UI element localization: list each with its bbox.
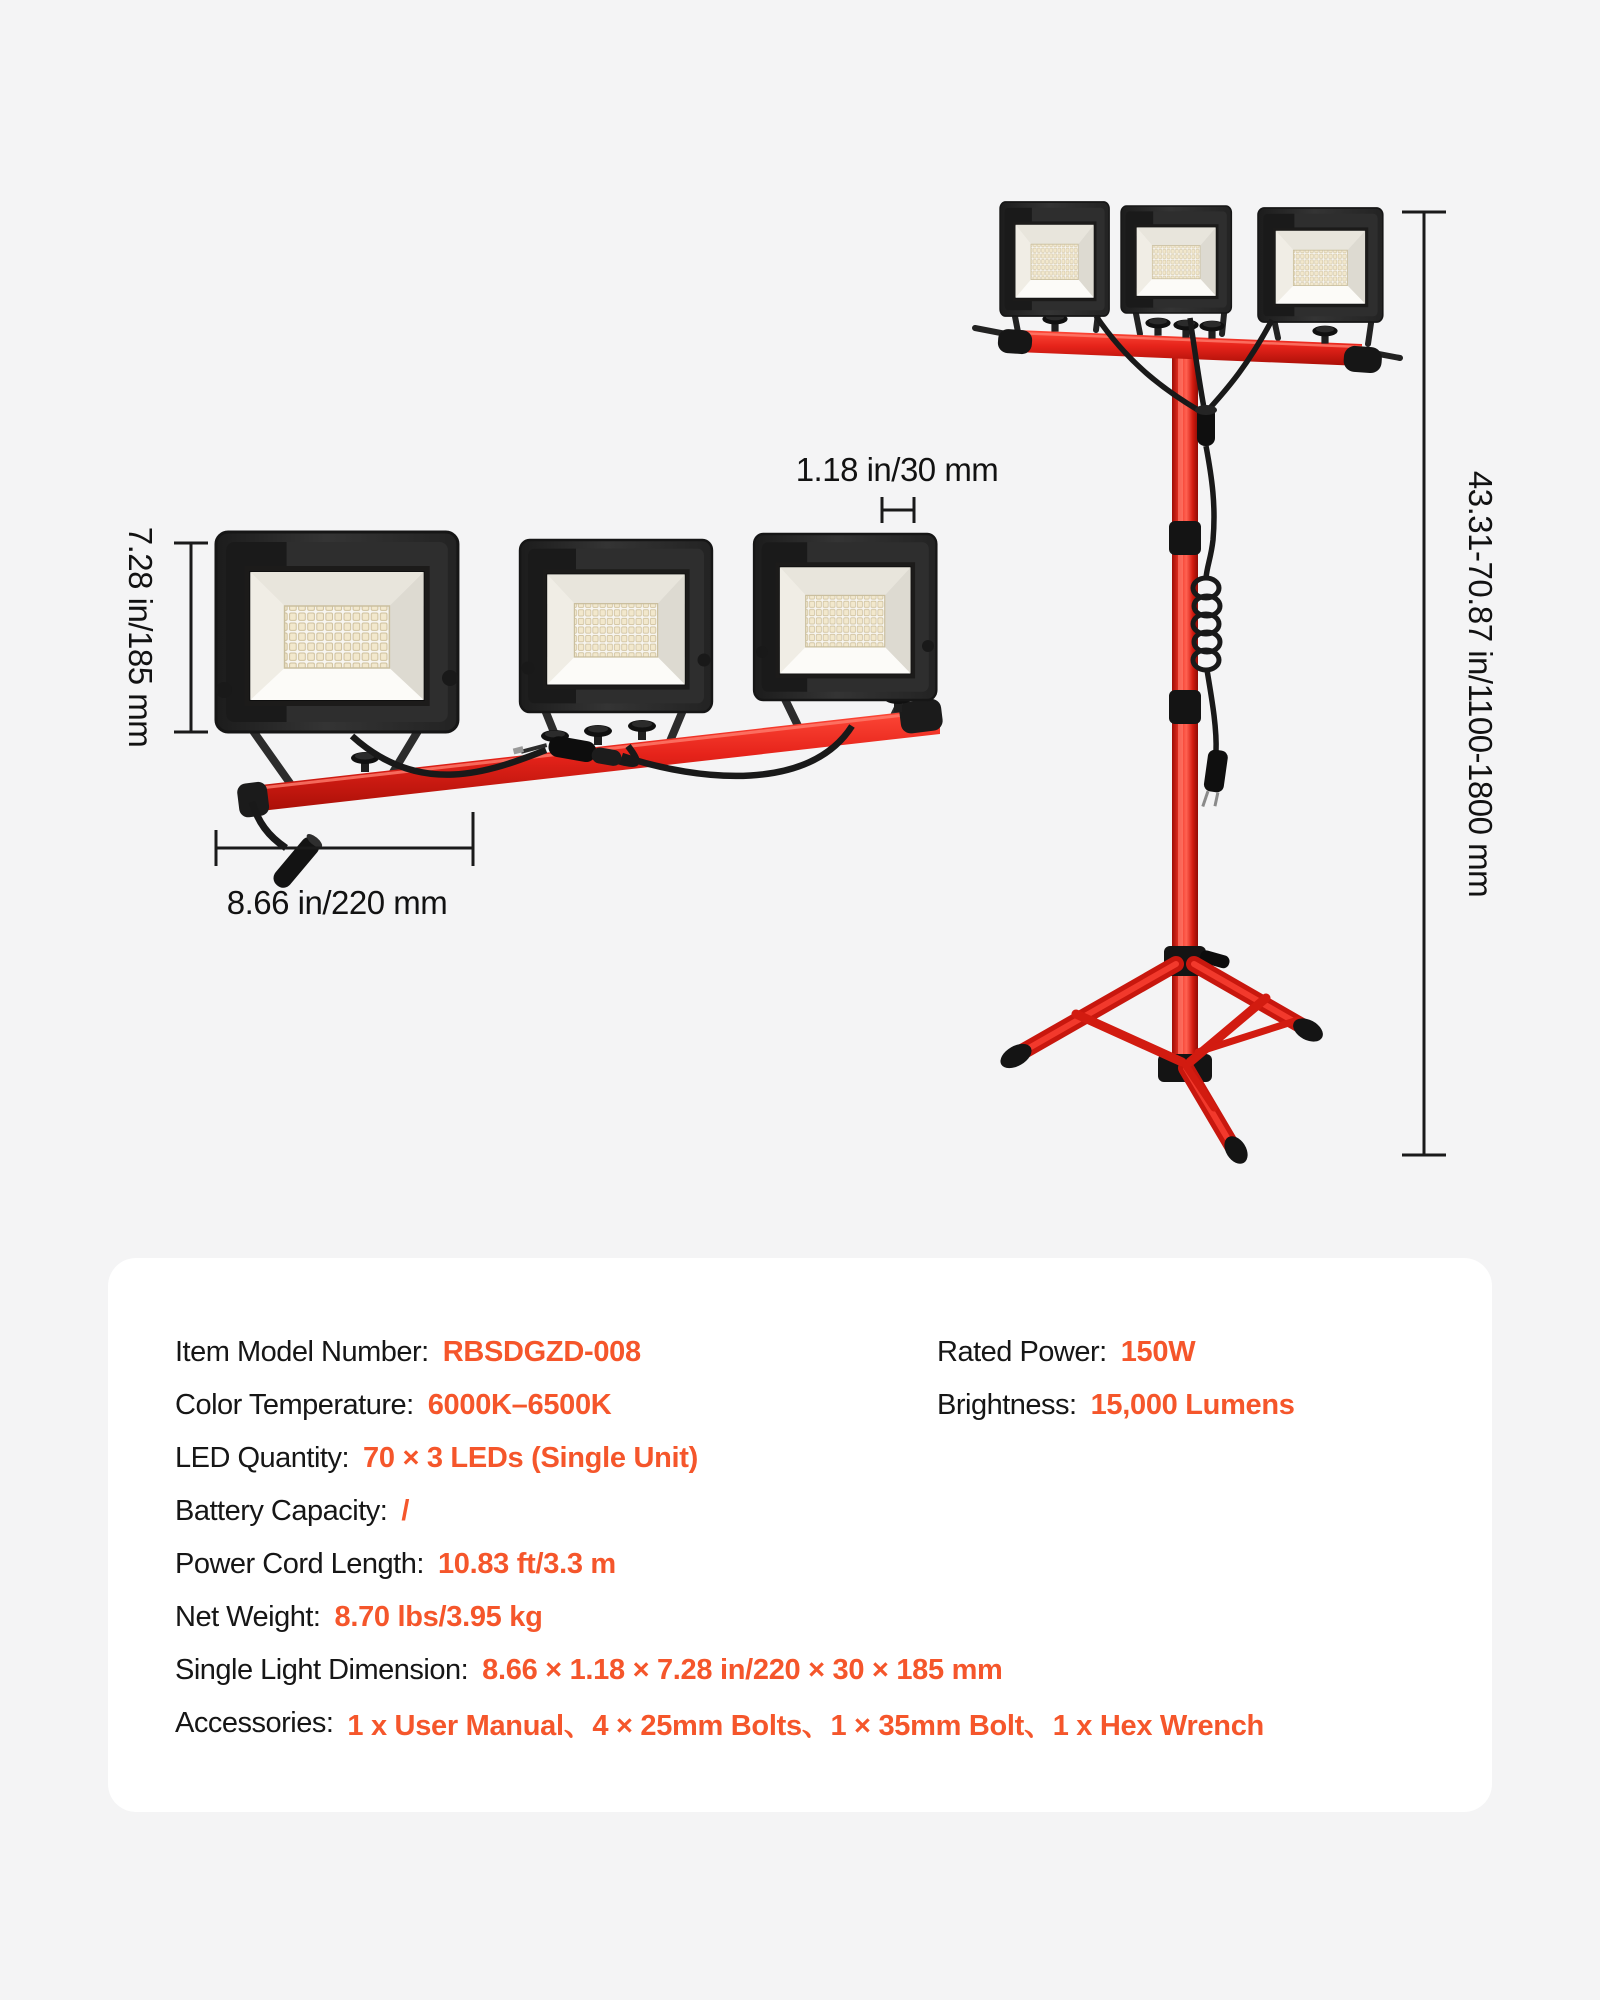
light-thickness-dimension-line [882,497,914,523]
spec-label: Rated Power: [937,1336,1107,1368]
spec-label: Power Cord Length: [175,1548,424,1580]
spec-label: Single Light Dimension: [175,1654,469,1686]
floodlight-bar-illustration [216,532,944,891]
spec-row-rated-power [937,1326,1295,1379]
spec-row-accessories [175,1697,1264,1750]
spec-value: 8.66 × 1.18 × 7.28 in/220 × 30 × 185 mm [482,1654,1003,1686]
spec-label: Item Model Number: [175,1336,429,1368]
stand-height-dimension-line [1402,212,1446,1155]
spec-value: 6000K–6500K [427,1389,612,1421]
power-cord [1206,446,1214,578]
floodlight [1000,202,1109,316]
spec-value: 1 x User Manual、4 × 25mm Bolts、1 × 35mm Bolt、1 x Hex Wrench [347,1710,1264,1742]
spec-row-brightness [937,1379,1295,1432]
spec-panel [108,1258,1492,1812]
spec-row-power-cord-length [175,1538,1264,1591]
spec-value: 10.83 ft/3.3 m [437,1548,616,1580]
floodlight [1258,208,1383,322]
spec-value: / [401,1495,410,1527]
spec-label: Accessories: [175,1707,334,1739]
floodlight [520,540,712,712]
spec-value: RBSDGZD-008 [442,1336,641,1368]
spec-label: Color Temperature: [175,1389,414,1421]
spec-row-battery-capacity [175,1485,1264,1538]
spec-row-led-quantity [175,1432,1264,1485]
floodlight [216,532,458,732]
light-height-dimension-label: 7.28 in/185 mm [122,526,159,748]
spec-value: 150W [1120,1336,1196,1368]
spec-label: Net Weight: [175,1601,321,1633]
power-plug [1201,749,1229,809]
stand-height-dimension-label: 43.31-70.87 in/1100-1800 mm [1462,470,1499,898]
tripod-cable-connector [1195,405,1217,446]
light-height-dimension-line [174,543,208,732]
floodlight [1121,206,1231,313]
floodlight [754,534,936,700]
light-width-dimension-label: 8.66 in/220 mm [226,884,448,921]
spec-value: 70 × 3 LEDs (Single Unit) [363,1442,698,1474]
spec-label: Battery Capacity: [175,1495,388,1527]
spec-value: 8.70 lbs/3.95 kg [334,1601,543,1633]
spec-row-net-weight [175,1591,1264,1644]
tripod-stand-illustration [975,202,1400,1168]
light-thickness-dimension-label: 1.18 in/30 mm [795,451,999,488]
light-width-dimension-line [216,812,473,866]
spec-right-column [937,1326,1295,1432]
spec-row-single-light-dimension [175,1644,1264,1697]
spec-label: Brightness: [937,1389,1077,1421]
spec-label: LED Quantity: [175,1442,350,1474]
spec-value: 15,000 Lumens [1090,1389,1295,1421]
